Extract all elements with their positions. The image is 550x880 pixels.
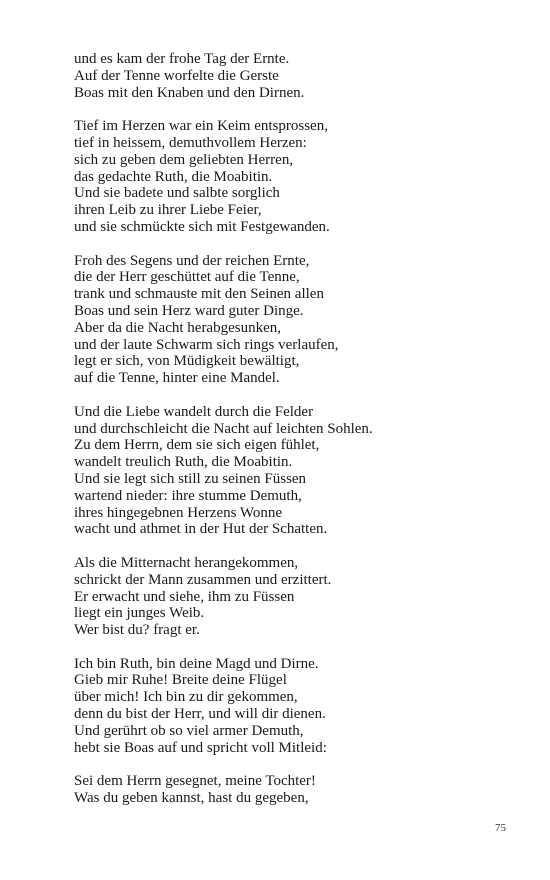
poem-line: Sei dem Herrn gesegnet, meine Tochter!	[74, 773, 316, 790]
stanza-1	[74, 51, 514, 101]
poem-line: Und gerührt ob so viel armer Demuth,	[74, 722, 304, 739]
poem-line: sich zu geben dem geliebten Herren,	[74, 151, 294, 168]
poem-line: Wer bist du? fragt er.	[74, 622, 200, 639]
poem-line: Auf der Tenne worfelte die Gerste	[74, 67, 279, 84]
poem-line: Was du geben kannst, hast du gegeben,	[74, 790, 309, 807]
poem-line: Und die Liebe wandelt durch die Felder	[74, 403, 314, 420]
poem-line: Aber da die Nacht herabgesunken,	[74, 319, 281, 336]
poem-line: legt er sich, von Müdigkeit bewältigt,	[74, 353, 300, 370]
poem-line: denn du bist der Herr, und will dir dienen.	[74, 706, 326, 723]
poem-line: und sie schmückte sich mit Festgewanden.	[74, 218, 330, 235]
poem-line: und durchschleicht die Nacht auf leichten Sohlen.	[74, 420, 373, 437]
poem-line: Gieb mir Ruhe! Breite deine Flügel	[74, 672, 287, 689]
poem-line: Zu dem Herrn, dem sie sich eigen fühlet,	[74, 437, 320, 454]
poem-line: Tief im Herzen war ein Keim entsprossen,	[74, 118, 328, 135]
poem-line: das gedachte Ruth, die Moabitin.	[74, 168, 273, 185]
poem-line: hebt sie Boas auf und spricht voll Mitleid:	[74, 739, 327, 756]
page-number: 75	[495, 822, 506, 834]
poem-line: auf die Tenne, hinter eine Mandel.	[74, 370, 280, 387]
poem-line: Und sie legt sich still zu seinen Füssen	[74, 470, 307, 487]
poem-line: über mich! Ich bin zu dir gekommen,	[74, 689, 298, 706]
poem-line: trank und schmauste mit den Seinen allen	[74, 286, 324, 303]
stanza-4	[74, 404, 514, 538]
poem-line: liegt ein junges Weib.	[74, 605, 205, 622]
poem-line: die der Herr geschüttet auf die Tenne,	[74, 269, 300, 286]
poem-line: ihres hingegebnen Herzens Wonne	[74, 504, 283, 521]
poem-line: wacht und athmet in der Hut der Schatten.	[74, 521, 328, 538]
poem-line: Und sie badete und salbte sorglich	[74, 185, 280, 202]
stanza-6	[74, 656, 514, 757]
poem-line: und es kam der frohe Tag der Ernte.	[74, 51, 290, 67]
poem-text	[74, 51, 514, 824]
stanza-3	[74, 253, 514, 387]
poem-line: tief in heissem, demuthvollem Herzen:	[74, 134, 307, 151]
poem-line: wartend nieder: ihre stumme Demuth,	[74, 487, 302, 504]
poem-line: Boas und sein Herz ward guter Dinge.	[74, 302, 304, 319]
stanza-5	[74, 555, 514, 639]
poem-line: Ich bin Ruth, bin deine Magd und Dirne.	[74, 655, 319, 672]
poem-line: und der laute Schwarm sich rings verlaufen,	[74, 336, 339, 353]
poem-line: schrickt der Mann zusammen und erzittert.	[74, 571, 332, 588]
poem-line: Er erwacht und siehe, ihm zu Füssen	[74, 588, 295, 605]
poem-line: ihren Leib zu ihrer Liebe Feier,	[74, 202, 262, 219]
poem-line: Boas mit den Knaben und den Dirnen.	[74, 84, 305, 101]
poem-line: Als die Mitternacht herangekommen,	[74, 554, 299, 571]
stanza-2	[74, 118, 514, 236]
stanza-7	[74, 773, 514, 807]
poem-line: wandelt treulich Ruth, die Moabitin.	[74, 454, 293, 471]
poem-line: Froh des Segens und der reichen Ernte,	[74, 252, 310, 269]
